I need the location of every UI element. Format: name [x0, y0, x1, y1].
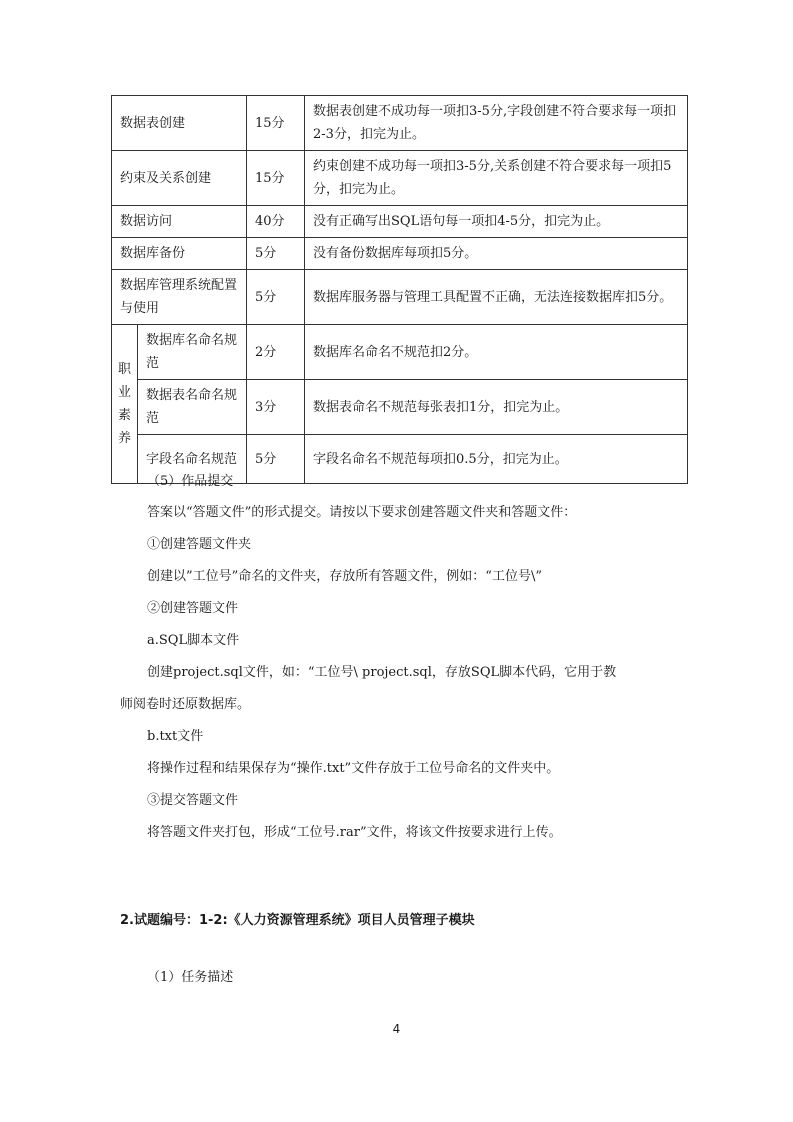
- item-cell: 数据库名命名规范: [138, 325, 247, 380]
- score-cell: 15分: [247, 96, 305, 151]
- item-cell: 数据库备份: [112, 238, 247, 270]
- desc-cell: 约束创建不成功每一项扣3-5分,关系创建不符合要求每一项扣5分，扣完为止。: [305, 151, 688, 206]
- desc-cell: 数据库名命名不规范扣2分。: [305, 325, 688, 380]
- score-cell: 5分: [247, 435, 305, 484]
- group-label-char: 业: [117, 385, 131, 400]
- desc-cell: 数据表创建不成功每一项扣3-5分,字段创建不符合要求每一项扣2-3分，扣完为止。: [305, 96, 688, 151]
- score-cell: 40分: [247, 206, 305, 238]
- item-cell: 数据表名命名规范: [138, 380, 247, 435]
- table-row: [112, 270, 688, 325]
- table-row: [112, 325, 688, 380]
- item-cell: 数据表创建: [112, 96, 247, 151]
- paragraph: 创建以”工位号”命名的文件夹，存放所有答题文件，例如：“工位号\”: [147, 569, 542, 584]
- item-cell: 约束及关系创建: [112, 151, 247, 206]
- desc-cell: 字段名命名不规范每项扣0.5分，扣完为止。: [305, 435, 688, 484]
- paragraph-continuation: 师阅卷时还原数据库。: [120, 697, 251, 712]
- item-cell: 数据库管理系统配置与使用: [112, 270, 247, 325]
- table-row: [112, 96, 688, 151]
- paragraph: 答案以“答题文件”的形式提交。请按以下要求创建答题文件夹和答题文件：: [147, 505, 577, 520]
- sub-heading: b.txt文件: [147, 729, 204, 744]
- table-row: [112, 238, 688, 270]
- section-heading: （5）作品提交: [147, 474, 234, 489]
- step-heading: ①创建答题文件夹: [147, 537, 252, 552]
- step-heading: ②创建答题文件: [147, 601, 239, 616]
- score-cell: 5分: [247, 238, 305, 270]
- item-cell: 数据访问: [112, 206, 247, 238]
- group-label-char: 养: [117, 431, 131, 446]
- group-label-cell: [112, 325, 138, 484]
- page-number: 4: [392, 1022, 401, 1036]
- item-cell: 字段名命名规范: [138, 435, 247, 484]
- desc-cell: 数据库服务器与管理工具配置不正确，无法连接数据库扣5分。: [305, 270, 688, 325]
- table-row: [112, 380, 688, 435]
- paragraph: 将答题文件夹打包，形成“工位号.rar”文件，将该文件按要求进行上传。: [147, 825, 562, 840]
- sub-heading: a.SQL脚本文件: [147, 633, 240, 648]
- score-cell: 15分: [247, 151, 305, 206]
- paragraph: 创建project.sql文件，如：“工位号\ project.sql，存放SQL脚本代码，它用于教: [147, 665, 617, 680]
- group-label-char: 职: [117, 362, 131, 377]
- desc-cell: 没有正确写出SQL语句每一项扣4-5分，扣完为止。: [305, 206, 688, 238]
- step-heading: ③提交答题文件: [147, 793, 239, 808]
- score-cell: 3分: [247, 380, 305, 435]
- table-row: [112, 151, 688, 206]
- score-cell: 2分: [247, 325, 305, 380]
- group-label-char: 素: [117, 408, 131, 423]
- desc-cell: 数据表命名不规范每张表扣1分，扣完为止。: [305, 380, 688, 435]
- table-row: [112, 206, 688, 238]
- score-cell: 5分: [247, 270, 305, 325]
- score-table: [111, 95, 688, 484]
- desc-cell: 没有备份数据库每项扣5分。: [305, 238, 688, 270]
- paragraph: 将操作过程和结果保存为“操作.txt”文件存放于工位号命名的文件夹中。: [147, 761, 560, 776]
- task-heading: （1）任务描述: [147, 970, 234, 985]
- question-heading: 2.试题编号：1-2:《人力资源管理系统》项目人员管理子模块: [120, 913, 475, 928]
